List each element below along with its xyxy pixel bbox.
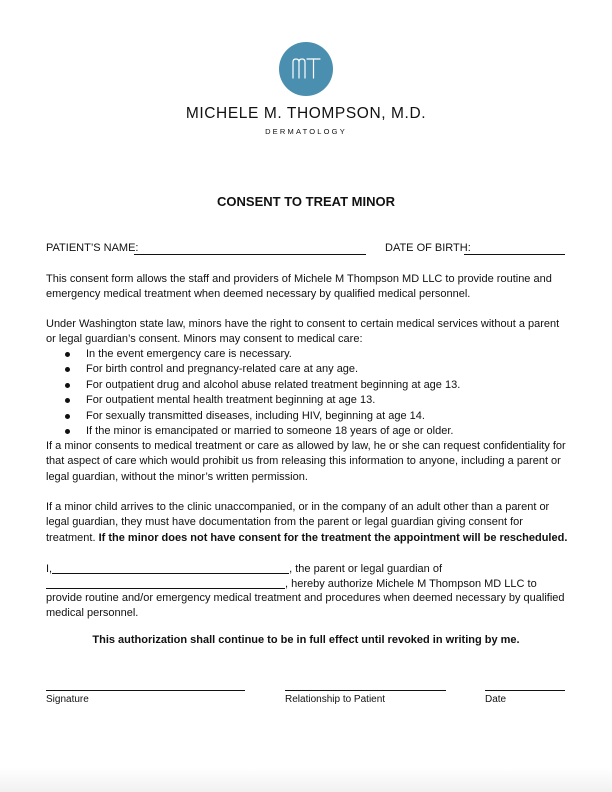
auth-line1-suffix: , the parent or legal guardian of [289, 563, 443, 575]
list-item: If the minor is emancipated or married to someone 18 years of age or older. [46, 424, 568, 439]
list-item: For sexually transmitted diseases, including HIV, beginning at age 14. [46, 409, 568, 424]
bullet-icon [65, 383, 70, 388]
list-item: In the event emergency care is necessary. [46, 347, 568, 362]
confidentiality-paragraph: If a minor consents to medical treatment or care as allowed by law, he or she can request confidentiality for that aspect of care which would prohibit us from releasing this information to anyone, including a parent or legal guardian, without the minor’s written permission. [46, 440, 566, 483]
date-label: Date [485, 694, 507, 705]
bullet-icon [65, 414, 70, 419]
dob-label: DATE OF BIRTH: [385, 242, 471, 254]
authorization-rest: provide routine and/or emergency medical treatment and procedures when deemed necessary by qualified medical personnel. [46, 592, 565, 620]
bullet-icon [65, 352, 70, 357]
signature-field[interactable] [46, 690, 245, 691]
patient-name-label: PATIENT’S NAME: [46, 242, 139, 254]
brand-subtitle: DERMATOLOGY [265, 127, 347, 136]
list-item: For outpatient mental health treatment beginning at age 13. [46, 393, 568, 408]
reschedule-notice: If the minor does not have consent for the treatment the appointment will be rescheduled. [98, 531, 568, 544]
list-item: For birth control and pregnancy-related care at any age. [46, 362, 568, 377]
patient-info-row [46, 241, 566, 257]
dob-field[interactable] [464, 241, 565, 255]
bullet-icon [65, 367, 70, 372]
date-field[interactable] [485, 690, 565, 691]
page-title: CONSENT TO TREAT MINOR [217, 194, 395, 209]
signature-label: Signature [46, 694, 89, 705]
law-intro-paragraph: Under Washington state law, minors have the right to consent to certain medical services without a parent or legal guardian’s consent. Minors may consent to medical care: [46, 318, 560, 346]
patient-name-field[interactable] [134, 241, 366, 255]
auth-prefix: I, [46, 563, 53, 575]
auth-line2-suffix: , hereby authorize Michele M Thompson MD LLC to [285, 578, 537, 590]
relationship-label: Relationship to Patient [285, 694, 386, 705]
brand-name: MICHELE M. THOMPSON, M.D. [185, 105, 427, 122]
unaccompanied-paragraph [46, 500, 568, 546]
logo-monogram-icon [279, 42, 333, 96]
list-item: For outpatient drug and alcohol abuse related treatment beginning at age 13. [46, 378, 568, 393]
closing-statement: This authorization shall continue to be in full effect until revoked in writing by me. [92, 634, 520, 646]
intro-paragraph: This consent form allows the staff and providers of Michele M Thompson MD LLC to provide routine and emergency medical treatment when deemed necessary by qualified medical personnel. [46, 273, 552, 301]
minor-name-field[interactable] [46, 576, 285, 589]
guardian-name-field[interactable] [52, 561, 289, 574]
consent-conditions-list [46, 347, 568, 439]
authorization-line-1 [46, 561, 568, 577]
bullet-icon [65, 429, 70, 434]
relationship-field[interactable] [285, 690, 446, 691]
unaccompanied-text: If a minor child arrives to the clinic unaccompanied, or in the company of an adult other than a parent or legal guardian, they must have documentation from the parent or legal guardian giving consent for treatment. [46, 501, 550, 544]
authorization-line-2 [46, 576, 568, 592]
bullet-icon [65, 398, 70, 403]
